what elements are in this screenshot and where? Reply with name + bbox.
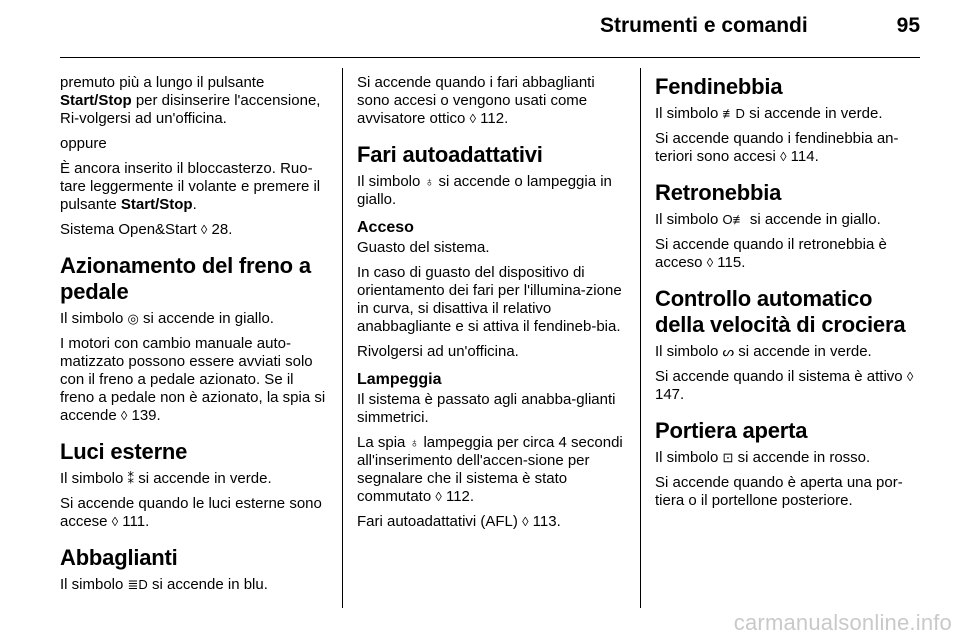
button-name: Start/Stop (120, 196, 193, 213)
paragraph: Il simbolo ≣D si accende in blu. (60, 576, 268, 593)
header-divider (60, 57, 920, 58)
button-name: Start/Stop (60, 92, 132, 109)
paragraph: Il simbolo ♁ si accende o lampeggia in giallo. (357, 173, 612, 208)
page-ref: 111. (118, 513, 150, 530)
watermark: carmanualsonline.info (733, 610, 952, 635)
cruise-control-icon: ᔕ (722, 344, 735, 359)
paragraph: Il simbolo ≢D si accende in verde. (655, 105, 883, 122)
section-heading-brake: Azionamento del freno a pedale (60, 253, 311, 304)
page-ref-arrow-icon: ◊ (906, 369, 914, 384)
high-beam-icon: ≣D (127, 577, 148, 592)
paragraph: Fari autoadattativi (AFL) ◊ 113. (357, 513, 561, 530)
page-ref-arrow-icon: ◊ (780, 149, 787, 164)
paragraph: In caso di guasto del dispositivo di orientamento dei fari per l'illumina-zione in curva, si disattiva il relativo anabbagliante e si attiva il fendineb-bia. (357, 264, 622, 335)
paragraph: Si accende quando i fari abbaglianti sono accesi o vengono usati come avvisatore ottico ◊ 112. (357, 74, 595, 127)
adaptive-headlight-icon: ♁ (409, 435, 420, 450)
page-ref: 28. (207, 221, 233, 238)
page-ref: 113. (528, 513, 561, 530)
rear-fog-light-icon: O≢ (722, 212, 746, 227)
paragraph: Il simbolo ◎ si accende in giallo. (60, 310, 274, 327)
section-heading-adaptive-lights: Fari autoadattativi (357, 142, 543, 167)
page-ref: 114. (786, 148, 819, 165)
paragraph: Il sistema è passato agli anabba-glianti simmetrici. (357, 391, 616, 426)
section-heading-fog-lights: Fendinebbia (655, 74, 783, 99)
paragraph: La spia ♁ lampeggia per circa 4 secondi all'inserimento dell'accen-sione per segnalare che il sistema è stato commutato ◊ 112. (357, 434, 623, 505)
paragraph: Si accende quando le luci esterne sono accese ◊ 111. (60, 495, 322, 530)
column-divider-1 (342, 68, 343, 608)
paragraph: Il simbolo ⊡ si accende in rosso. (655, 449, 871, 466)
column-2 (357, 74, 625, 538)
column-1 (60, 74, 328, 601)
paragraph: Il simbolo O≢ si accende in giallo. (655, 211, 881, 228)
paragraph: Il simbolo ⁑ si accende in verde. (60, 470, 272, 487)
section-heading-high-beam: Abbaglianti (60, 545, 178, 570)
page-ref-arrow-icon: ◊ (120, 408, 128, 423)
page-ref-arrow-icon: ◊ (111, 514, 119, 529)
paragraph: Guasto del sistema. (357, 239, 490, 256)
adaptive-headlight-icon: ♁ (424, 174, 435, 189)
door-open-icon: ⊡ (722, 450, 734, 465)
subheading-on: Acceso (357, 219, 414, 236)
paragraph: Il simbolo ᔕ si accende in verde. (655, 343, 872, 360)
paragraph: oppure (60, 135, 107, 152)
page-ref: 112. (441, 488, 475, 505)
paragraph: Rivolgersi ad un'officina. (357, 343, 519, 360)
page-ref-arrow-icon: ◊ (706, 255, 714, 270)
page-ref-arrow-icon: ◊ (435, 489, 442, 504)
column-3 (655, 74, 923, 517)
paragraph: Si accende quando è aperta una por-tiera o il portellone posteriore. (655, 474, 903, 509)
paragraph: Sistema Open&Start ◊ 28. (60, 221, 233, 238)
page-ref: 139. (127, 407, 161, 424)
paragraph: I motori con cambio manuale auto-matizzato possono essere avviati solo con il freno a pedale azionato. Se il freno a pedale non è azionato, la spia si accende ◊ 139. (60, 335, 326, 424)
brake-warning-icon: ◎ (127, 311, 139, 326)
page-number: 95 (896, 14, 920, 37)
page-ref: 115. (713, 254, 746, 271)
page-ref-arrow-icon: ◊ (522, 514, 529, 529)
section-heading-rear-fog: Retronebbia (655, 180, 782, 205)
paragraph: È ancora inserito il bloccasterzo. Ruo-tare leggermente il volante e premere il pulsante Start/Stop. (60, 160, 321, 213)
exterior-lights-icon: ⁑ (127, 471, 135, 486)
page-ref-arrow-icon: ◊ (200, 222, 208, 237)
section-heading-cruise-control: Controllo automatico della velocità di crociera (655, 286, 906, 337)
paragraph: Si accende quando il retronebbia è acceso ◊ 115. (655, 236, 887, 271)
section-heading-exterior-lights: Luci esterne (60, 439, 188, 464)
paragraph: premuto più a lungo il pulsante Start/Stop per disinserire l'accensione, Ri-volgersi ad un'officina. (60, 74, 321, 127)
page-ref-arrow-icon: ◊ (469, 111, 476, 126)
paragraph: Si accende quando il sistema è attivo ◊ 147. (655, 368, 914, 403)
page-ref: 112. (476, 110, 509, 127)
paragraph: Si accende quando i fendinebbia an-teriori sono accesi ◊ 114. (655, 130, 899, 165)
page-title: Strumenti e comandi (600, 14, 808, 37)
subheading-flashing: Lampeggia (357, 371, 442, 388)
column-divider-2 (640, 68, 641, 608)
section-heading-door-open: Portiera aperta (655, 418, 808, 443)
front-fog-light-icon: ≢D (722, 106, 745, 121)
page-ref: 147. (655, 386, 685, 403)
